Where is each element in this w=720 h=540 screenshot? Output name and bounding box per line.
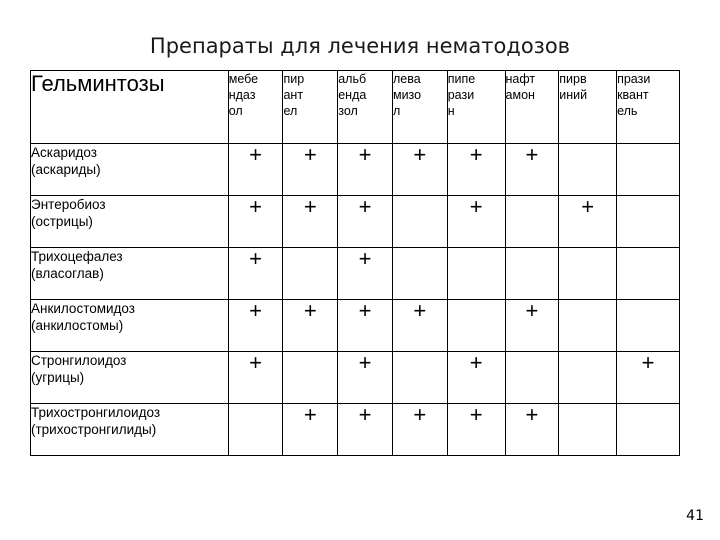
mark-cell xyxy=(505,196,559,248)
mark-cell: + xyxy=(283,196,338,248)
mark-cell: + xyxy=(283,144,338,196)
mark-cell: + xyxy=(505,404,559,456)
drug-header: мебе ндаз ол xyxy=(228,71,283,144)
mark-cell: + xyxy=(505,144,559,196)
mark-cell: + xyxy=(338,248,393,300)
table-row xyxy=(31,300,680,352)
mark-cell xyxy=(559,248,617,300)
disease-cell: Анкилостомидоз (анкилостомы) xyxy=(31,300,229,352)
disease-cell: Стронгилоидоз (угрицы) xyxy=(31,352,229,404)
mark-cell xyxy=(283,352,338,404)
drug-header: лева мизо л xyxy=(392,71,447,144)
mark-cell xyxy=(392,196,447,248)
mark-cell xyxy=(447,248,505,300)
corner-label: Гельминтозы xyxy=(31,71,229,144)
mark-cell: + xyxy=(447,196,505,248)
mark-cell: + xyxy=(283,300,338,352)
mark-cell: + xyxy=(559,196,617,248)
table-row xyxy=(31,352,680,404)
mark-cell xyxy=(617,404,680,456)
mark-cell xyxy=(559,352,617,404)
disease-cell: Энтеробиоз (острицы) xyxy=(31,196,229,248)
table-row xyxy=(31,144,680,196)
mark-cell xyxy=(617,144,680,196)
mark-cell xyxy=(283,248,338,300)
drug-header: пир ант ел xyxy=(283,71,338,144)
page-number: 41 xyxy=(686,508,704,524)
mark-cell: + xyxy=(447,352,505,404)
mark-cell xyxy=(392,248,447,300)
disease-cell: Аскаридоз (аскариды) xyxy=(31,144,229,196)
mark-cell: + xyxy=(338,300,393,352)
mark-cell: + xyxy=(447,404,505,456)
table-row xyxy=(31,196,680,248)
mark-cell xyxy=(559,144,617,196)
drug-header: пипе рази н xyxy=(447,71,505,144)
drug-table xyxy=(30,70,680,456)
slide-title: Препараты для лечения нематодозов xyxy=(149,34,571,58)
mark-cell xyxy=(505,352,559,404)
mark-cell xyxy=(228,404,283,456)
mark-cell xyxy=(392,352,447,404)
mark-cell xyxy=(617,300,680,352)
mark-cell xyxy=(617,248,680,300)
mark-cell: + xyxy=(338,404,393,456)
table-row xyxy=(31,248,680,300)
mark-cell: + xyxy=(617,352,680,404)
mark-cell xyxy=(559,404,617,456)
mark-cell: + xyxy=(338,144,393,196)
mark-cell: + xyxy=(283,404,338,456)
mark-cell xyxy=(617,196,680,248)
mark-cell: + xyxy=(228,300,283,352)
drug-header: нафт амон xyxy=(505,71,559,144)
mark-cell: + xyxy=(392,144,447,196)
table-row xyxy=(31,404,680,456)
mark-cell: + xyxy=(228,144,283,196)
table-header-row xyxy=(31,71,680,144)
mark-cell: + xyxy=(392,404,447,456)
drug-header: прази квант ель xyxy=(617,71,680,144)
mark-cell: + xyxy=(228,352,283,404)
disease-cell: Трихостронгилоидоз (трихостронгилиды) xyxy=(31,404,229,456)
mark-cell: + xyxy=(505,300,559,352)
mark-cell xyxy=(559,300,617,352)
drug-header: альб енда зол xyxy=(338,71,393,144)
mark-cell xyxy=(447,300,505,352)
drug-header: пирв иний xyxy=(559,71,617,144)
mark-cell: + xyxy=(338,352,393,404)
mark-cell xyxy=(505,248,559,300)
mark-cell: + xyxy=(228,196,283,248)
mark-cell: + xyxy=(447,144,505,196)
mark-cell: + xyxy=(392,300,447,352)
mark-cell: + xyxy=(338,196,393,248)
disease-cell: Трихоцефалез (власоглав) xyxy=(31,248,229,300)
mark-cell: + xyxy=(228,248,283,300)
